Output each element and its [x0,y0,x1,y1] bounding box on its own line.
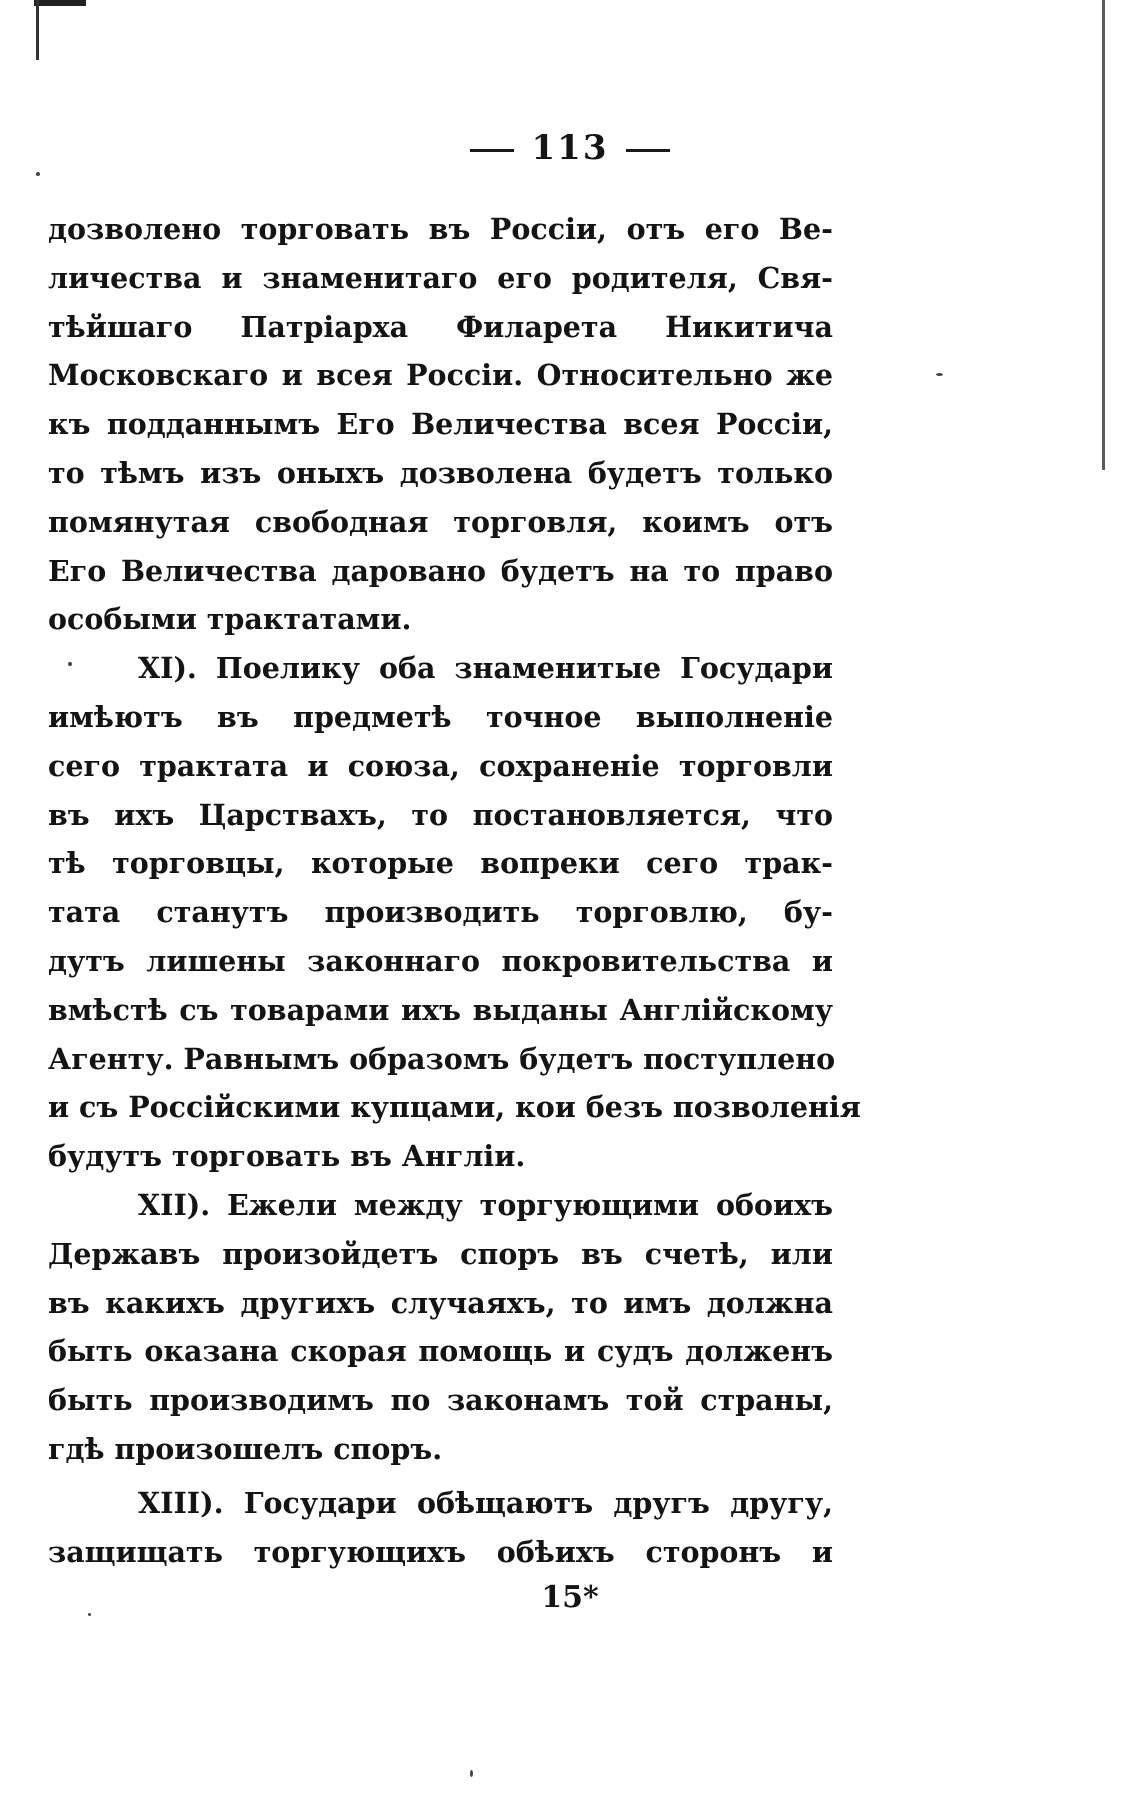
header-dash-left [470,149,514,152]
text-line: гдѣ произошелъ споръ. [48,1431,443,1466]
print-speck [470,1770,473,1777]
page-number: 113 [531,128,609,168]
text-line: тѣ торговцы, которые вопреки сего трак- [48,846,833,881]
binding-shadow-line [1102,0,1105,470]
text-line: Державъ произойдетъ споръ въ счетѣ, или [48,1236,833,1271]
print-speck [36,172,40,176]
print-speck [936,373,943,376]
text-line: Агенту. Равнымъ образомъ будетъ поступлено [48,1041,836,1076]
text-line: сего трактата и союза, сохраненіе торговли [48,748,833,783]
text-line: будутъ торговать въ Англіи. [48,1139,526,1174]
text-line: къ подданнымъ Его Величества всея Россіи, [48,407,833,442]
text-line: въ какихъ другихъ случаяхъ, то имъ должна [48,1285,833,1320]
printer-signature-mark: 15* [541,1580,599,1615]
scan-edge-mark [34,0,86,6]
text-line: въ ихъ Царствахъ, то постановляется, что [48,797,833,832]
text-line: Московскаго и всея Россіи. Относительно же [48,358,833,393]
text-line: то тѣмъ изъ оныхъ дозволена будетъ только [48,455,833,490]
text-line: быть производимъ по законамъ той страны, [48,1383,833,1418]
text-line: вмѣстѣ съ товарами ихъ выданы Англійскому [48,992,833,1027]
text-line: тѣйшаго Патріарха Филарета Никитича [48,309,833,344]
text-line: особыми трактатами. [48,602,412,637]
text-line: дутъ лишены законнаго покровительства и [48,943,833,978]
body-text [48,205,861,1576]
text-line: быть оказана скорая помощь и судъ долженъ [48,1334,833,1369]
text-line: личества и знаменитаго его родителя, Свя- [48,260,833,295]
text-line: Его Величества даровано будетъ на то право [48,553,833,588]
article-xii-start: XII). Ежели между торгующими обоихъ [138,1187,833,1222]
text-line: защищать торгующихъ обѣихъ сторонъ и [48,1534,833,1569]
article-xiii-start: XIII). Государи обѣщаютъ другъ другу, [138,1485,833,1520]
text-line: помянутая свободная торговля, коимъ отъ [48,504,833,539]
scan-edge-mark-left [36,0,39,60]
text-line: тата станутъ производить торговлю, бу- [48,895,833,930]
text-line: дозволено торговать въ Россіи, отъ его Ве- [48,212,833,246]
header-dash-right [626,149,670,152]
text-line: и съ Россійскими купцами, кои безъ позволенія [48,1090,861,1125]
text-line: имѣютъ въ предметѣ точное выполненіе [48,699,833,734]
article-xi-start: XI). Поелику оба знаменитые Государи [138,651,833,686]
page-header [0,128,1140,168]
